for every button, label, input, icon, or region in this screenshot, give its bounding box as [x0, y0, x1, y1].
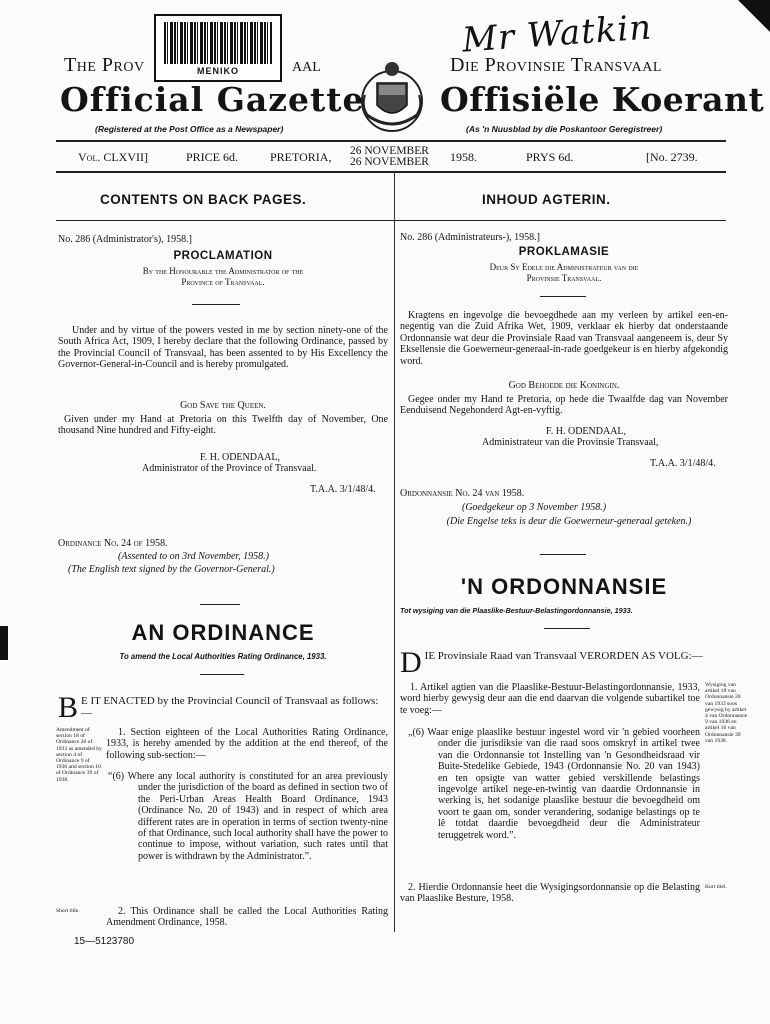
- left-short-rule-2: [200, 604, 240, 605]
- year: 1958.: [450, 150, 477, 164]
- left-amend-title: To amend the Local Authorities Rating Ordinance, 1933.: [119, 652, 327, 661]
- gazette-title-en: Official Gazette: [60, 80, 365, 119]
- left-an-ordinance: AN ORDINANCE: [131, 620, 315, 645]
- contents-left: CONTENTS ON BACK PAGES.: [100, 192, 307, 207]
- right-ref: No. 286 (Administrateurs-), 1958.]: [400, 232, 540, 243]
- gazette-title-af: Offisiële Koerant: [440, 80, 765, 119]
- header-rule-bottom: [56, 171, 726, 173]
- price: PRICE 6d.: [186, 150, 239, 164]
- left-section2: 2. This Ordinance shall be called the Local Authorities Rating Amendment Ordinance, 1958.: [106, 906, 388, 929]
- right-by-line1: Deur Sy Edele die Administrateur van die: [489, 262, 639, 272]
- left-short-title-note: Short title.: [56, 908, 80, 914]
- title-en-small: The Prov: [64, 54, 145, 76]
- right-god-save: God Behoede die Koningin.: [508, 380, 620, 391]
- left-by-line2: Province of Transvaal.: [181, 277, 265, 287]
- registered-en: (Registered at the Post Office as a Newspaper): [95, 124, 284, 134]
- left-enacted-dropcap: B: [58, 691, 79, 724]
- registered-af: (As 'n Nuusblad by die Poskantoor Geregistreer): [466, 124, 663, 134]
- right-sub6: „(6) Waar enige plaaslike bestuur ingestel word vir 'n gebied voorheen onder die jurisdiksie van die raad soos omskryf in artikel twee van die Ordonnansie tot Instelling van 'n Gesondheidsraad vir Buite-Stedelike Gebiede, 1943 (Ordonnansie No. 20 van 1943) en ten opsigte van watter gebied verskillende belastings ingevolge artikel nege-en-twintig van daardie Ordonnansie in werking is, het sodanige plaaslike bestuur die bevoegdheid om voort te gaan om, sonder verandering, sodanige belastings op te lê totdat daardie bevoegdheid deur die Administrateur teruggetrek word.”.: [408, 727, 700, 841]
- right-section1: 1. Artikel agtien van die Plaaslike-Bestuur-Belastingordonnansie, 1933, word hierby gewysig deur aan die end daarvan die volgende subartikel toe te voeg:—: [400, 682, 700, 716]
- right-enacted-dropcap: D: [400, 646, 422, 679]
- right-an-ordinance: 'N ORDONNANSIE: [460, 574, 668, 599]
- left-section1: 1. Section eighteen of the Local Authorities Rating Ordinance, 1933, is hereby amended by the addition at the end thereof, of the following sub-section:—: [106, 727, 388, 761]
- right-short-title-note: Kort titel.: [705, 884, 727, 890]
- right-section2: 2. Hierdie Ordonnansie heet die Wysigingsordonnansie op die Belasting van Plaaslike Besture, 1958.: [400, 882, 700, 905]
- right-given: Gegee onder my Hand te Pretoria, op hede die Twaalfde dag van November Eenduisend Negehonderd Agt-en-vyftig.: [400, 394, 728, 417]
- right-english-signed: (Die Engelse teks is deur die Goewerneur-generaal geteken.): [446, 516, 692, 527]
- left-short-rule-3: [200, 674, 244, 675]
- right-margin-note: Wysiging van artikel 18 van Ordonnansie 20 van 1933 soos gewysig by artikel 4 van Ordonnansie 9 van 1936 en artikel 10 van Ordonnansie 39 van 1938.: [705, 682, 748, 744]
- right-proclamation-body: Kragtens en ingevolge die bevoegdhede aan my verleen by artikel een-en-negentig van die Zuid Afrika Wet, 1909, verklaar ek hierby dat onderstaande Ordonnansie wat deur die Provinsiale Raad van Transvaal aangeneem is, deur Sy Eksellensie die Goewerneur-generaal-in-rade goedgekeur is en hierby afgekondig word.: [400, 310, 728, 367]
- right-short-rule-3: [544, 628, 590, 629]
- title-en-small-tail: aal: [292, 54, 321, 76]
- left-sub6: “(6) Where any local authority is constituted for an area previously under the jurisdiction of the board as defined in section two of the Peri-Urban Areas Health Board Ordinance, 1943 (Ordinance No. 20 of 1943) and in respect of which area different rates are in operation in terms of section twenty-nine of that Ordinance, such local authority shall have the power to continue to impose, without variation, such rates until that power is withdrawn by the Administrator.”.: [108, 771, 388, 862]
- left-taa: T.A.A. 3/1/48/4.: [310, 484, 376, 495]
- left-ordinance-no: Ordinance No. 24 of 1958.: [58, 538, 168, 549]
- left-print-code: 15—5123780: [74, 936, 135, 947]
- right-short-rule-1: [540, 296, 586, 297]
- contents-rule: [56, 220, 726, 221]
- left-assented: (Assented to on 3rd November, 1958.): [118, 551, 269, 562]
- issue-number: [No. 2739.: [646, 150, 698, 164]
- left-god-save: God Save the Queen.: [180, 400, 266, 411]
- right-assented: (Goedgekeur op 3 November 1958.): [462, 502, 607, 513]
- header-rule-top: [56, 140, 726, 142]
- right-short-rule-2: [540, 554, 586, 555]
- left-enacted: [58, 691, 388, 724]
- barcode-text: MENIKO: [197, 66, 239, 76]
- contents-right: INHOUD AGTERIN.: [482, 192, 611, 207]
- right-signer-title: Administrateur van die Provinsie Transvaal,: [482, 437, 659, 448]
- barcode-label: [154, 14, 282, 82]
- right-proclamation-title: PROKLAMASIE: [518, 246, 610, 258]
- right-amend-title: Tot wysiging van die Plaaslike-Bestuur-Belastingordonnansie, 1933.: [400, 606, 633, 615]
- handwritten-note: Mr Watkin: [460, 7, 654, 61]
- left-english-signed: (The English text signed by the Governor-General.): [68, 564, 275, 575]
- left-proclamation-title: PROCLAMATION: [173, 250, 273, 262]
- left-signer: F. H. ODENDAAL,: [200, 452, 281, 463]
- right-enacted: [400, 646, 728, 679]
- left-margin-note: Amendment of section 18 of Ordinance 20 of 1933 as amended by section 4 of Ordinance 9 of 1936 and section 10 of Ordinance 39 of 1938.: [56, 727, 102, 783]
- left-enacted-text: E IT ENACTED by the Provincial Council of Transvaal as follows:—: [81, 695, 379, 719]
- left-by-line1: By the Honourable the Administrator of the: [142, 266, 304, 276]
- left-edge-mark: [0, 626, 8, 660]
- left-proclamation-body: Under and by virtue of the powers vested in me by section ninety-one of the South Africa Act, 1909, I hereby declare that the following Ordinance, passed by the Provincial Council of Transvaal, has been assented to by His Excellency the Governor-General-in-Council and is hereby promulgated.: [58, 325, 388, 371]
- corner-fold: [738, 0, 770, 32]
- volume: Vol. CLXVII]: [78, 150, 148, 164]
- right-taa: T.A.A. 3/1/48/4.: [650, 458, 716, 469]
- left-short-rule-1: [192, 304, 240, 305]
- place: PRETORIA,: [270, 150, 332, 164]
- left-ref: No. 286 (Administrator's), 1958.]: [58, 234, 193, 245]
- coat-of-arms: [357, 55, 427, 135]
- right-signer: F. H. ODENDAAL,: [546, 426, 627, 437]
- title-af-small: Die Provinsie Transvaal: [450, 54, 662, 76]
- date-en: 26 NOVEMBER: [350, 145, 429, 157]
- right-ordinance-no: Ordonnansie No. 24 van 1958.: [400, 488, 525, 499]
- left-given: Given under my Hand at Pretoria on this Twelfth day of November, One thousand Nine hundred and Fifty-eight.: [58, 414, 388, 437]
- right-by-line2: Provinsie Transvaal.: [526, 273, 602, 283]
- date-af: 26 NOVEMBER: [350, 156, 429, 168]
- barcode: [164, 22, 272, 64]
- prys: PRYS 6d.: [526, 150, 574, 164]
- left-signer-title: Administrator of the Province of Transvaal.: [142, 463, 317, 474]
- right-enacted-text: IE Provinsiale Raad van Transvaal VERORDEN AS VOLG:—: [424, 650, 703, 662]
